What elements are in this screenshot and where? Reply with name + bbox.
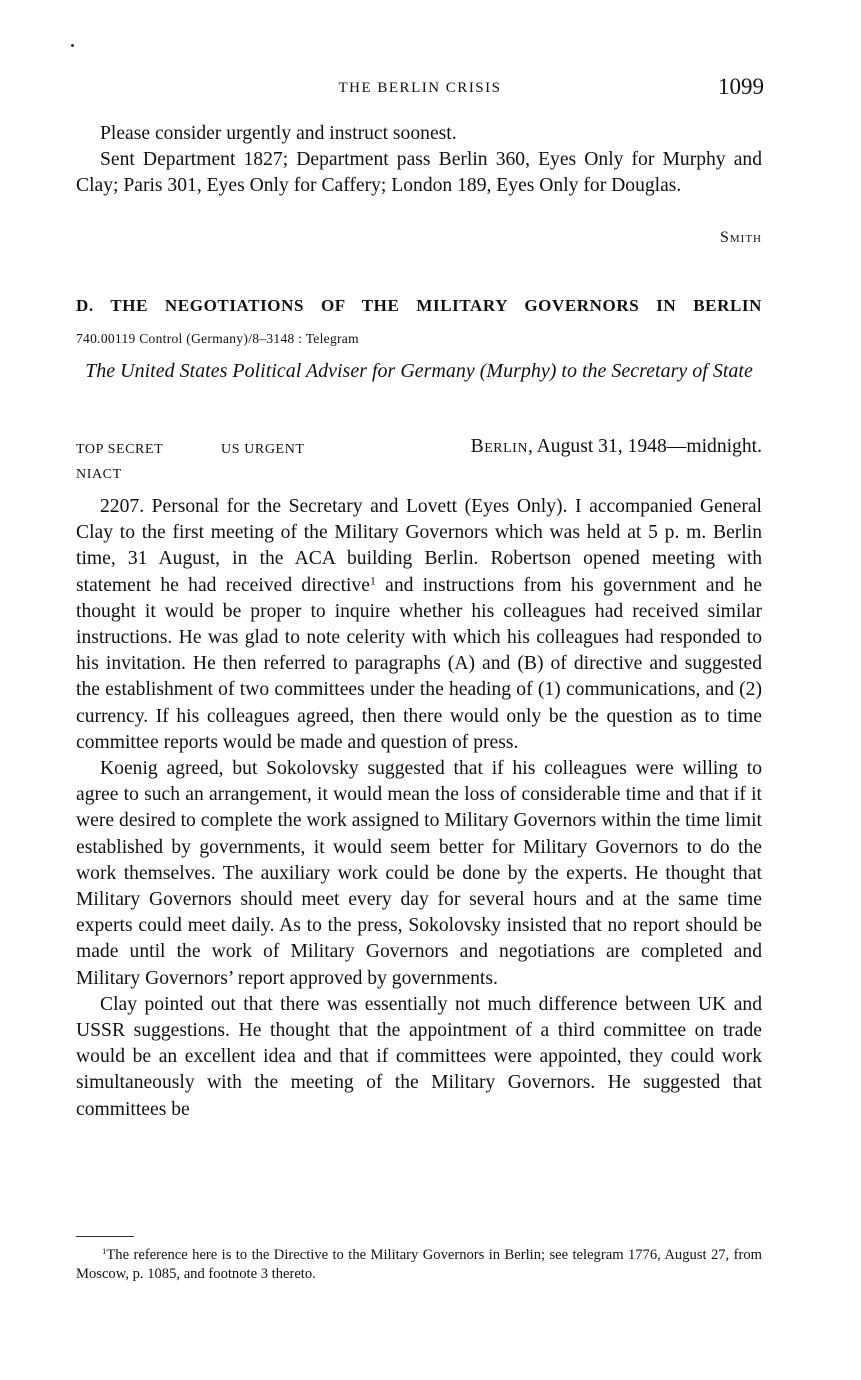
running-title: THE BERLIN CRISIS bbox=[338, 80, 502, 96]
body-paragraph-3: Clay pointed out that there was essentially not much difference between UK and USSR suggestions. He thought that the appointment of a third committee on trade would be an excellent idea and that if committees were appointed, they could work simultaneously with the meeting of the Military Governors. He suggested that committees be bbox=[76, 993, 762, 1120]
footnote-rule bbox=[76, 1236, 134, 1237]
footnote-reference: 1 bbox=[369, 574, 376, 588]
file-reference: 740.00119 Control (Germany)/8–3148 : Telegram bbox=[76, 331, 359, 346]
dateline-place: Berlin bbox=[470, 436, 528, 457]
priority-label: US URGENT bbox=[221, 442, 305, 457]
classification-label: TOP SECRET bbox=[76, 442, 164, 457]
intro-paragraph-1: Please consider urgently and instruct soonest. bbox=[100, 123, 457, 144]
signature: Smith bbox=[719, 229, 762, 246]
telegram-meta bbox=[76, 436, 762, 462]
footnote bbox=[76, 1246, 762, 1283]
intro-paragraph-2: Sent Department 1827; Department pass Berlin 360, Eyes Only for Murphy and Clay; Paris 301, Eyes Only for Caffery; London 189, Eyes Only for Douglas. bbox=[76, 149, 762, 197]
speck-mark bbox=[71, 44, 74, 47]
footnote-text: The reference here is to the Directive to the Military Governors in Berlin; see telegram 1776, August 27, from Moscow, p. 1085, and footnote 3 thereto. bbox=[76, 1247, 762, 1282]
dateline bbox=[471, 436, 762, 458]
body-paragraph-1-part-a: 2207. Personal for the Secretary and Lovett (Eyes Only). I accompanied General Clay to the first meeting of the Military Governors which was held at 5 p. m. Berlin time, 31 August, in the ACA building Berlin. Robertson opened meeting with statement he had received directive bbox=[76, 496, 762, 596]
intro-text bbox=[76, 121, 762, 200]
body-paragraph-1 bbox=[76, 494, 762, 756]
section-heading: D. THE NEGOTIATIONS OF THE MILITARY GOVERNORS IN BERLIN bbox=[76, 296, 762, 315]
dateline-date: , August 31, 1948—midnight. bbox=[527, 436, 762, 457]
page-number: 1099 bbox=[718, 74, 764, 99]
body-paragraph-2: Koenig agreed, but Sokolovsky suggested that if his colleagues were willing to agree to such an arrangement, it would mean the loss of considerable time and that if it were desired to complete the work assigned to Military Governors within the time limit established by governments, it would seem better for Military Governors to do the work themselves. The auxiliary work could be done by the experts. He thought that Military Governors should meet every day for several hours and at the same time experts could meet daily. As to the press, Sokolovsky insisted that no report should be made until the work of Military Governors and negotiations are completed and Military Governors’ report approved by governments. bbox=[76, 758, 762, 989]
body-paragraph-1-part-b: and instructions from his government and he thought it would be proper to inquire whether his colleagues had received similar instructions. He was glad to note celerity with which his colleagues had responded to his invitation. He then referred to paragraphs (A) and (B) of directive and suggested the establishment of two committees under the heading of (1) communications, and (2) currency. If his colleagues agreed, then there would only be the question as to time committee reports would be made and question of press. bbox=[76, 574, 762, 753]
footnote-marker: 1 bbox=[102, 1246, 107, 1257]
niact-label: NIACT bbox=[76, 467, 122, 482]
document-title: The United States Political Adviser for Germany (Murphy) to the Secretary of State bbox=[85, 360, 753, 382]
running-head bbox=[76, 76, 764, 106]
telegram-body bbox=[76, 494, 762, 1123]
